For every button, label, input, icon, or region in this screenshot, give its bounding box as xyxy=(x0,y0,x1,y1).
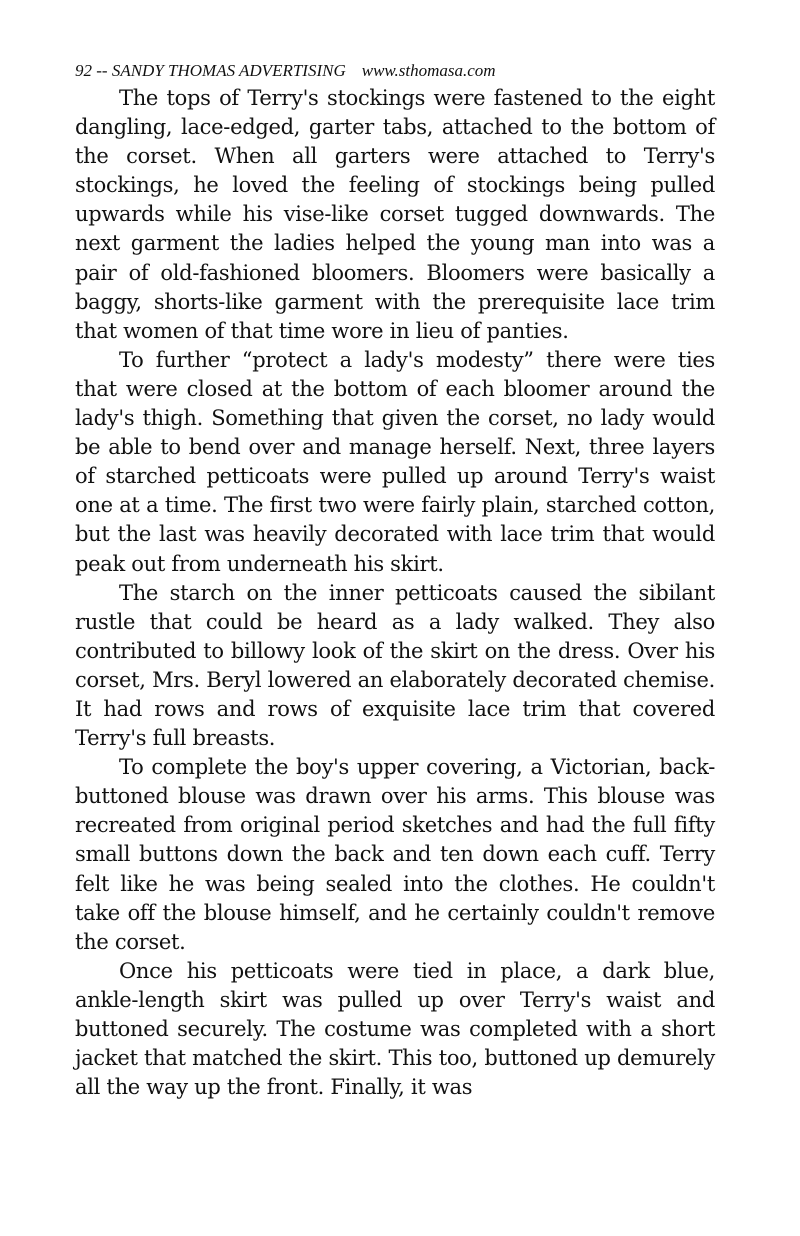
body-text xyxy=(75,84,715,1102)
paragraph: To complete the boy's upper covering, a Victorian, back-buttoned blouse was drawn over his arms. This blouse was recreated from original period sketches and had the full fifty small buttons down the back and ten down each cuff. Terry felt like he was being sealed into the clothes. He couldn't take off the blouse himself, and he certainly couldn't remove the corset. xyxy=(75,755,715,954)
paragraph: To further “protect a lady's modesty” there were ties that were closed at the bottom of each bloomer around the lady's thigh. Something that given the corset, no lady would be able to bend over and manage herself. Next, three layers of starched petticoats were pulled up around Terry's waist one at a time. The first two were fairly plain, starched cotton, but the last was heavily decorated with lace trim that would peak out from underneath his skirt. xyxy=(75,347,715,576)
website-url: www.sthomasa.com xyxy=(361,61,496,80)
paragraph: The tops of Terry's stockings were fastened to the eight dangling, lace-edged, garter tabs, attached to the bottom of the corset. When all garters were attached to Terry's stockings, he loved the feeling of stockings being pulled upwards while his vise-like corset tugged downwards. The next garment the ladies helped the young man into was a pair of old-fashioned bloomers. Bloomers were basically a baggy, shorts-like garment with the prerequisite lace trim that women of that time wore in lieu of panties. xyxy=(75,86,715,343)
book-page xyxy=(75,58,715,1102)
paragraph: Once his petticoats were tied in place, a dark blue, ankle-length skirt was pulled up over Terry's waist and buttoned securely. The costume was completed with a short jacket that matched the skirt. This too, buttoned up demurely all the way up the front. Finally, it was xyxy=(75,958,715,1100)
page-number-and-title: 92 -- SANDY THOMAS ADVERTISING xyxy=(75,61,346,80)
running-header xyxy=(75,58,715,84)
paragraph: The starch on the inner petticoats caused the sibilant rustle that could be heard as a lady walked. They also contributed to billowy look of the skirt on the dress. Over his corset, Mrs. Beryl lowered an elaborately decorated chemise. It had rows and rows of exquisite lace trim that covered Terry's full breasts. xyxy=(75,580,715,751)
